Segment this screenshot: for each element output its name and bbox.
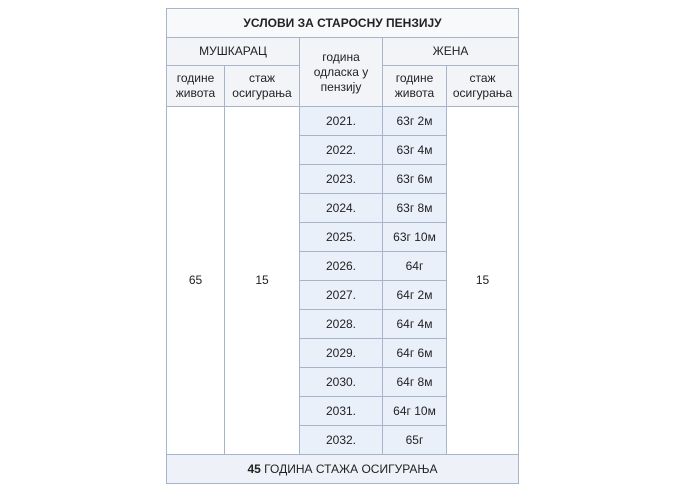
women-service-header: стаж осигурања [447,66,519,107]
year-cell: 2029. [300,339,383,368]
year-cell: 2024. [300,194,383,223]
women-age-cell: 64г 10м [383,397,447,426]
table-title: УСЛОВИ ЗА СТАРОСНУ ПЕНЗИЈУ [167,9,519,38]
year-cell: 2027. [300,281,383,310]
year-cell: 2023. [300,165,383,194]
year-header: година одласка у пензију [300,38,383,107]
women-age-cell: 64г 2м [383,281,447,310]
women-age-cell: 63г 8м [383,194,447,223]
year-cell: 2028. [300,310,383,339]
women-age-cell: 64г [383,252,447,281]
table-footer [167,455,519,484]
year-cell: 2021. [300,107,383,136]
year-cell: 2025. [300,223,383,252]
year-cell: 2026. [300,252,383,281]
women-age-cell: 63г 6м [383,165,447,194]
women-header: ЖЕНА [383,38,519,66]
table-row [167,107,519,136]
men-age-value: 65 [167,107,225,455]
year-cell: 2030. [300,368,383,397]
women-service-value: 15 [447,107,519,455]
women-age-header: године живота [383,66,447,107]
women-age-cell: 64г 4м [383,310,447,339]
men-header: МУШКАРАЦ [167,38,300,66]
year-cell: 2031. [300,397,383,426]
women-age-cell: 63г 2м [383,107,447,136]
women-age-cell: 64г 6м [383,339,447,368]
men-service-header: стаж осигурања [225,66,300,107]
women-age-cell: 63г 10м [383,223,447,252]
footer-text: ГОДИНА СТАЖА ОСИГУРАЊА [260,461,438,476]
pension-conditions-table [166,8,519,484]
women-age-cell: 63г 4м [383,136,447,165]
men-service-value: 15 [225,107,300,455]
year-cell: 2032. [300,426,383,455]
footer-number: 45 [247,461,261,476]
women-age-cell: 64г 8м [383,368,447,397]
men-age-header: године живота [167,66,225,107]
year-cell: 2022. [300,136,383,165]
women-age-cell: 65г [383,426,447,455]
